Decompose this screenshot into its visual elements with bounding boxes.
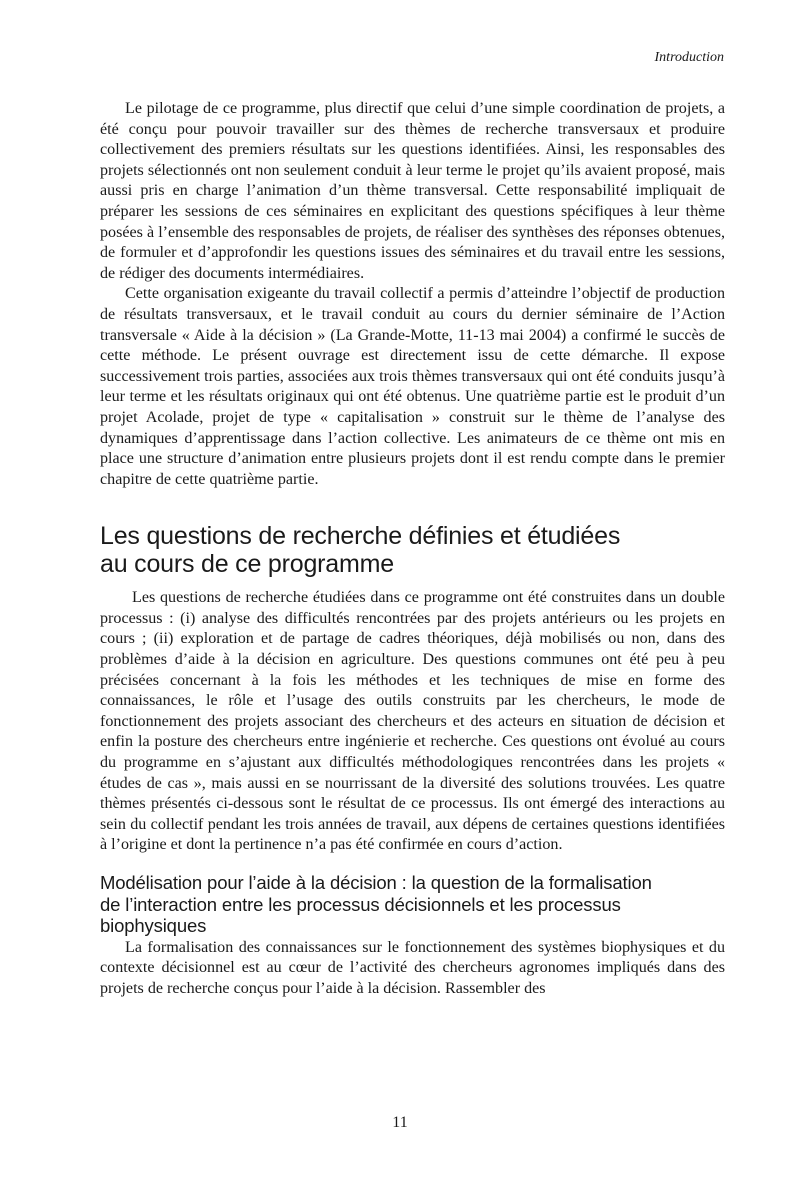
paragraph-intro-2: Cette organisation exigeante du travail collectif a permis d’atteindre l’objectif de production de résultats transversaux, et le travail conduit au cours du dernier séminaire de l’Action transversale « Aide à la décision » (La Grande-Motte, 11-13 mai 2004) a confirmé le succès de cette méthode. Le présent ouvrage est directement issu de cette démarche. Il expose successivement trois parties, associées aux trois thèmes transversaux qui ont été conduits jusqu’à leur terme et les résultats originaux qui ont été obtenus. Une quatrième partie est le produit d’un projet Acolade, projet de type « capitalisation » construit sur le thème de l’analyse des dynamiques d’apprentissage dans l’action collective. Les animateurs de ce thème ont mis en place une structure d’animation entre plusieurs projets dont il est rendu compte dans le premier chapitre de cette quatrième partie. <box>100 285 725 488</box>
page-number: 11 <box>392 1114 408 1131</box>
paragraph-intro-1: Le pilotage de ce programme, plus directif que celui d’une simple coordination de projets, a été conçu pour pouvoir travailler sur des thèmes de recherche transversaux et produire collectivement des premiers résultats sur les questions identifiées. Ainsi, les responsables des projets sélectionnés ont non seulement conduit à leur terme le projet qu’ils avaient proposé, mais aussi pris en charge l’animation d’un thème transversal. Cette responsabilité impliquait de préparer les sessions de ces séminaires en explicitant des questions spécifiques à leur thème posées à l’ensemble des responsables de projets, de réaliser des synthèses des réponses obtenues, de formuler et d’approfondir les questions issues des séminaires et du travail entre les sessions, de rédiger des documents intermédiaires. <box>100 100 725 282</box>
section-heading-line-1: Les questions de recherche définies et étudiées <box>100 522 621 551</box>
subsection-heading-line-2: de l’interaction entre les processus décisionnels et les processus <box>100 893 621 915</box>
subsection-heading-line-3: biophysiques <box>100 915 207 936</box>
subsection-heading-line-1: Modélisation pour l’aide à la décision : la question de la formalisation <box>100 872 652 893</box>
section-heading <box>100 522 725 578</box>
section-heading-line-2: au cours de ce programme <box>100 550 394 579</box>
running-head: Introduction <box>654 50 724 65</box>
subsection-paragraph: La formalisation des connaissances sur le fonctionnement des systèmes biophysiques et du contexte décisionnel est au cœur de l’activité des chercheurs agronomes impliqués dans des projets de recherche conçus pour l’aide à la décision. Rassembler des <box>100 938 725 997</box>
subsection-heading <box>100 872 725 937</box>
section-paragraph: Les questions de recherche étudiées dans ce programme ont été construites dans un double processus : (i) analyse des difficultés rencontrées par des projets antérieurs ou les projets en cours ; (ii) exploration et de partage de cadres théoriques, déjà mobilisés ou non, dans des problèmes d’aide à la décision en agriculture. Des questions communes ont été peu à peu précisées concernant à la fois les méthodes et les techniques de mise en forme des connaissances, le rôle et l’usage des outils construits par les chercheurs, le mode de fonctionnement des projets associant des chercheurs et des acteurs en situation de décision et enfin la posture des chercheurs entre ingénierie et recherche. Ces questions ont évolué au cours du programme en s’ajustant aux difficultés méthodologiques rencontrées dans les projets « études de cas », mais aussi en se nourrissant de la diversité des solutions trouvées. Les quatre thèmes présentés ci-dessous sont le résultat de ce processus. Ils ont émergé des interactions au sein du collectif pendant les trois années de travail, aux dépens de certaines questions identifiées à l’origine et dont la pertinence n’a pas été confirmée en cours d’action. <box>100 589 725 854</box>
page-body <box>100 99 725 999</box>
